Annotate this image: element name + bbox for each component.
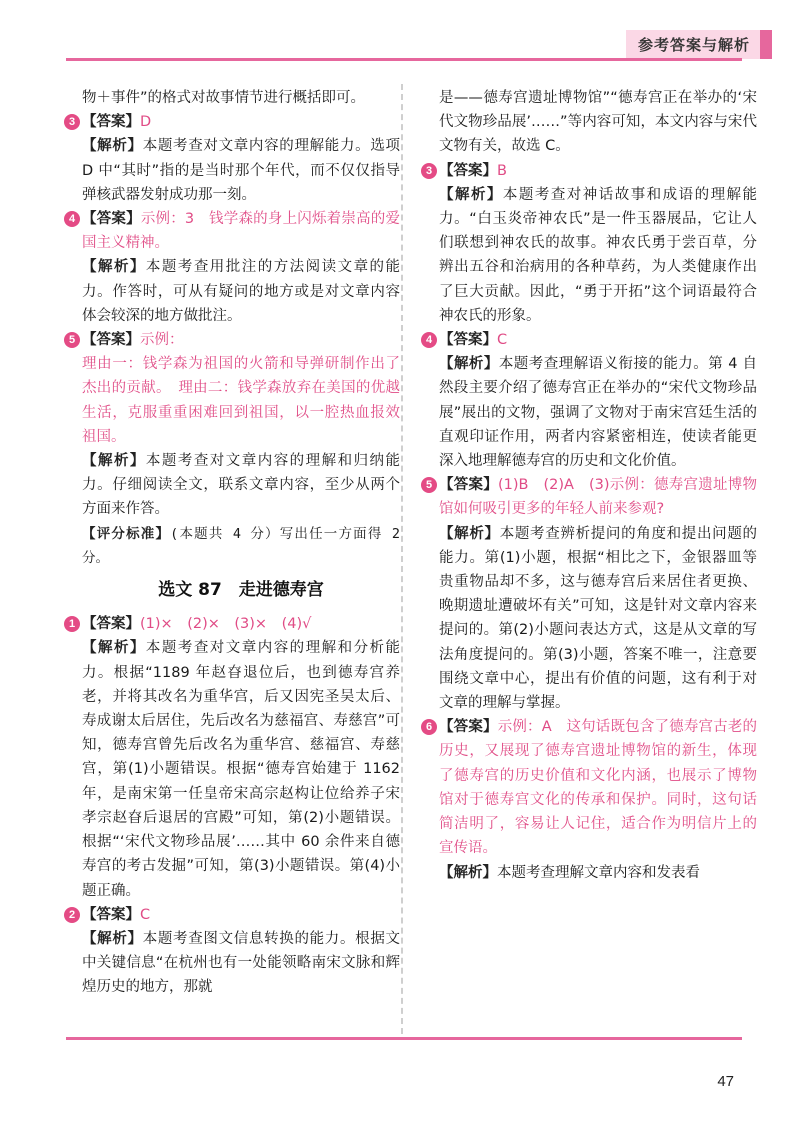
analysis-label: 【解析】 (82, 640, 146, 657)
score-label: 【评分标准】 (82, 525, 171, 542)
analysis-label: 【解析】 (82, 259, 146, 276)
answer-label: 【答案】 (439, 719, 498, 736)
answer-item-3 (68, 110, 401, 207)
answer-label: 【答案】 (439, 332, 497, 349)
answer-item-5 (425, 473, 758, 715)
analysis-text: 本题考查对文章内容的理解能力。选项 D 中“其时”指的是当时那个年代，而不仅仅指导弹核武器发射成功那一刻。 (82, 138, 401, 203)
analysis-label: 【解析】 (82, 453, 146, 470)
question-number-badge: 3 (64, 114, 80, 130)
question-number-badge: 2 (64, 907, 80, 923)
analysis-text: 本题考查用批注的方法阅读文章的能力。作答时，可从有疑问的地方或是对文章内容体会较深的地方做批注。 (82, 259, 401, 324)
analysis-text: 本题考查对文章内容的理解和分析能力。根据“1189 年赵昚退位后，也到德寿宫养老，并将其改名为重华宫，后又因宪圣吴太后、寿成谢太后居住，先后改名为慈福宫、寿慈宫”可知，德寿宫曾先后改名为重华宫、慈福宫、寿慈宫，第(1)小题错误。根据“德寿宫始建于 1162 年，是南宋第一任皇帝宋高宗赵构让位给养子宋孝宗赵昚后退居的宫殿”可知，第(2)小题错误。根据“‘宋代文物珍品展’……其中 60 余件来自德寿宫的考古发掘”可知，第(3)小题错误。第(4)小题正确。 (82, 640, 401, 899)
answer-label: 【答案】 (82, 332, 140, 349)
answer-item-5 (68, 328, 401, 570)
question-number-badge: 1 (64, 616, 80, 632)
answer-text: 示例：A 这句话既包含了德寿宫古老的历史，又展现了德寿宫遗址博物馆的新生，体现了德寿宫的历史价值和文化内涵，也展示了博物馆对于德寿宫文化的传承和保护。同时，这句话简洁明了，容易让人记住，适合作为明信片上的宣传语。 (439, 719, 758, 857)
analysis-label: 【解析】 (439, 186, 503, 203)
section-title: 选文 87 走进德寿宫 (158, 580, 324, 601)
analysis-text: 本题考查理解语义衔接的能力。第 4 自然段主要介绍了德寿宫正在举办的“宋代文物珍品展”展出的文物，强调了文物对于南宋宫廷生活的直观印证作用，两者内容紧密相连，使读者能更深入地理解德寿宫的历史和文化价值。 (439, 356, 757, 470)
column-divider (401, 84, 403, 1034)
answer-item-6 (425, 715, 758, 884)
analysis-text: 本题考查对文章内容的理解和归纳能力。仔细阅读全文，联系文章内容，至少从两个方面来作答。 (82, 453, 401, 518)
answer-label: 【答案】 (82, 211, 141, 228)
analysis-text: 本题考查理解文章内容和发表看 (497, 864, 700, 881)
continued-text: 是——德寿宫遗址博物馆”“德寿宫正在举办的‘宋代文物珍品展’……”等内容可知，本文内容与宋代文物有关，故选 C。 (439, 90, 757, 155)
left-column (68, 86, 401, 1000)
analysis-label: 【解析】 (439, 864, 497, 881)
answer-text: (1)× (2)× (3)× (4)√ (140, 616, 312, 633)
analysis-text: 本题考查辨析提问的角度和提出问题的能力。第(1)小题，根据“相比之下，金银器皿等贵重物品却不多，这与德寿宫后来居住者更换、晚期遗址遭破坏有关”可知，这是针对文章内容来提问的。第(2)小题问表达方式，这是从文章的写法角度提问的。第(3)小题，答案不唯一，注意要围绕文章中心，提出有价值的问题，这有利于对文章的理解与掌握。 (439, 525, 758, 712)
answer-label: 【答案】 (82, 616, 140, 633)
answer-text: C (140, 906, 151, 923)
continued-text: 物＋事件”的格式对故事情节进行概括即可。 (82, 90, 366, 106)
analysis-text: 本题考查对神话故事和成语的理解能力。“白玉炎帝神农氏”是一件玉器展品，它让人们联想到神农氏的故事。神农氏勇于尝百草，分辨出五谷和治病用的各种草药，为人类健康作出了巨大贡献。因此，“勇于开拓”这个词语最符合神农氏的形象。 (439, 186, 758, 324)
answer-item-4 (68, 207, 401, 328)
analysis-text: 本题考查图文信息转换的能力。根据文中关键信息“在杭州也有一处能领略南宋文脉和辉煌历史的地方，那就 (82, 930, 401, 996)
answer-item-2 (68, 903, 401, 1000)
score-text: (本题共 4 分）写出任一方面得 2 分。 (82, 525, 400, 566)
analysis-label: 【解析】 (439, 356, 499, 373)
page-number: 47 (717, 1073, 734, 1090)
analysis-label: 【解析】 (439, 525, 500, 542)
page-header-title: 参考答案与解析 (626, 30, 760, 59)
answer-label: 【答案】 (82, 114, 140, 131)
question-number-badge: 6 (421, 719, 437, 735)
answer-text: D (140, 114, 152, 131)
answer-text: (1)B (2)A (3)示例：德寿宫遗址博物馆如何吸引更多的年轻人前来参观? (439, 477, 758, 518)
header-divider (66, 58, 742, 61)
answer-label: 【答案】 (439, 162, 497, 179)
question-number-badge: 5 (64, 332, 80, 348)
analysis-label: 【解析】 (82, 930, 143, 947)
footer-divider (66, 1037, 742, 1040)
question-number-badge: 3 (421, 163, 437, 179)
question-number-badge: 4 (64, 211, 80, 227)
answer-text: C (497, 332, 508, 349)
answer-body-text: 理由一：钱学森为祖国的火箭和导弹研制作出了杰出的贡献。 理由二：钱学森放弃在美国的优越生活，克服重重困难回到祖国，以一腔热血报效祖国。 (82, 356, 400, 445)
answer-item-4 (425, 328, 757, 473)
answer-text: 示例：3 钱学森的身上闪烁着崇高的爱国主义精神。 (82, 211, 400, 252)
answer-label: 【答案】 (439, 477, 499, 494)
answer-text: 示例： (140, 332, 184, 349)
question-number-badge: 4 (421, 332, 437, 348)
answer-text: B (497, 162, 507, 179)
question-number-badge: 5 (421, 477, 437, 493)
answer-item-3 (425, 159, 758, 328)
answer-item-1 (68, 612, 401, 902)
answer-label: 【答案】 (82, 906, 140, 923)
right-column (425, 86, 758, 885)
analysis-label: 【解析】 (82, 138, 143, 155)
